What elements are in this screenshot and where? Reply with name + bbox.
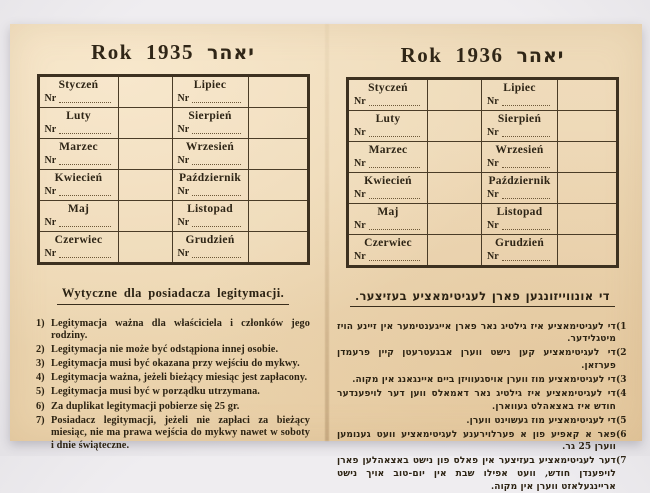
- guidelines-list-polish: [36, 318, 310, 453]
- nr-label: Nr: [354, 221, 366, 231]
- month-name: Kwiecień: [40, 170, 118, 185]
- stamp-cell: [428, 235, 482, 267]
- month-name: Luty: [40, 108, 118, 123]
- item-number: (5: [616, 415, 630, 428]
- nr-label: Nr: [487, 97, 499, 107]
- nr-dotted-line: [59, 155, 110, 165]
- stamp-cell: [248, 201, 308, 232]
- nr-row: [349, 126, 427, 141]
- stamp-cell: [248, 76, 308, 108]
- stamp-cell: [118, 76, 172, 108]
- month-name: Lipiec: [173, 77, 248, 92]
- month-cell: [38, 76, 118, 108]
- page-1935: [10, 24, 326, 441]
- stamp-cell: [558, 235, 618, 267]
- nr-dotted-line: [502, 251, 550, 261]
- nr-row: [40, 92, 118, 107]
- year-label-hebrew: יאהר: [207, 42, 255, 64]
- stamp-cell: [118, 170, 172, 201]
- nr-label: Nr: [45, 125, 57, 135]
- month-cell: [38, 139, 118, 170]
- nr-dotted-line: [369, 158, 420, 168]
- list-item: [337, 388, 630, 413]
- table-row: [38, 76, 308, 108]
- stamp-cell: [558, 111, 618, 142]
- nr-row: [482, 219, 557, 234]
- table-row: [38, 108, 308, 139]
- table-row: [348, 235, 618, 267]
- month-cell: [38, 170, 118, 201]
- month-cell: [38, 201, 118, 232]
- nr-dotted-line: [59, 217, 110, 227]
- month-name: Sierpień: [482, 111, 557, 126]
- nr-label: Nr: [354, 159, 366, 169]
- table-row: [38, 232, 308, 264]
- list-item: [36, 401, 310, 414]
- nr-row: [40, 123, 118, 138]
- table-row: [348, 204, 618, 235]
- month-name: Październik: [173, 170, 248, 185]
- stamp-cell: [558, 79, 618, 111]
- nr-dotted-line: [369, 189, 420, 199]
- month-table-1936: [346, 77, 619, 268]
- table-row: [348, 173, 618, 204]
- list-item: [337, 374, 630, 387]
- item-text: Za duplikat legitymacji pobierze się 25 gr.: [51, 401, 310, 414]
- item-text: די לעגיטימאציע קען נישט ווערן אבגעטרעטן קיין פרעמדן פערזאן.: [337, 347, 616, 372]
- nr-dotted-line: [502, 158, 550, 168]
- month-name: Grudzień: [482, 235, 557, 250]
- guidelines-header-wrap-pl: [36, 284, 310, 305]
- list-item: [36, 344, 310, 357]
- month-cell: [348, 111, 428, 142]
- nr-dotted-line: [369, 220, 420, 230]
- item-number: (1: [616, 321, 630, 346]
- month-cell: [172, 139, 248, 170]
- item-number: (4: [616, 388, 630, 413]
- nr-dotted-line: [502, 96, 550, 106]
- month-name: Marzec: [40, 139, 118, 154]
- nr-dotted-line: [502, 220, 550, 230]
- item-text: די לעגיטימאציע איז גילטיג נאר פארן אייגענטימער אין זיינע הויז מיטגלידער.: [337, 321, 616, 346]
- item-number: (6: [616, 429, 630, 454]
- nr-dotted-line: [369, 96, 420, 106]
- nr-dotted-line: [59, 124, 110, 134]
- item-number: (3: [616, 374, 630, 387]
- month-cell: [348, 235, 428, 267]
- stamp-cell: [558, 142, 618, 173]
- item-text: Legitymacja musi być w porządku utrzymana.: [51, 386, 310, 399]
- nr-label: Nr: [178, 125, 190, 135]
- nr-row: [482, 126, 557, 141]
- month-name: Wrzesień: [482, 142, 557, 157]
- nr-dotted-line: [192, 93, 240, 103]
- item-number: 2): [36, 344, 51, 357]
- table-row: [348, 111, 618, 142]
- month-cell: [172, 232, 248, 264]
- year-title-1936: [335, 43, 630, 68]
- month-name: Maj: [40, 201, 118, 216]
- nr-row: [349, 250, 427, 265]
- nr-label: Nr: [487, 128, 499, 138]
- stamp-cell: [428, 79, 482, 111]
- nr-dotted-line: [192, 217, 240, 227]
- month-name: Luty: [349, 111, 427, 126]
- month-name: Czerwiec: [40, 232, 118, 247]
- month-table-1935: [37, 74, 310, 265]
- nr-row: [482, 157, 557, 172]
- nr-row: [173, 154, 248, 169]
- nr-row: [173, 123, 248, 138]
- nr-dotted-line: [369, 251, 420, 261]
- nr-dotted-line: [192, 155, 240, 165]
- nr-label: Nr: [487, 252, 499, 262]
- list-item: [36, 386, 310, 399]
- year-label-hebrew: יאהר: [516, 45, 564, 67]
- nr-label: Nr: [354, 190, 366, 200]
- stamp-cell: [428, 111, 482, 142]
- stamp-cell: [428, 204, 482, 235]
- month-name: Kwiecień: [349, 173, 427, 188]
- guidelines-header-wrap-yi: [335, 287, 630, 307]
- stamp-cell: [248, 170, 308, 201]
- year-label-latin: Rok: [401, 43, 443, 68]
- item-text: די לעגיטימאציע מוז געשוינט ווערן.: [337, 415, 616, 428]
- stamp-cell: [428, 173, 482, 204]
- stamp-cell: [118, 201, 172, 232]
- month-name: Listopad: [173, 201, 248, 216]
- item-text: Legitymacja ważna dla właściciela i członków jego rodziny.: [51, 318, 310, 343]
- nr-label: Nr: [354, 252, 366, 262]
- nr-row: [173, 185, 248, 200]
- month-cell: [482, 235, 558, 267]
- month-name: Wrzesień: [173, 139, 248, 154]
- nr-label: Nr: [178, 249, 190, 259]
- nr-row: [40, 216, 118, 231]
- item-number: 3): [36, 358, 51, 371]
- month-name: Sierpień: [173, 108, 248, 123]
- nr-row: [349, 219, 427, 234]
- stamp-cell: [428, 142, 482, 173]
- table-row: [348, 142, 618, 173]
- list-item: [36, 318, 310, 343]
- nr-row: [349, 188, 427, 203]
- item-number: 6): [36, 401, 51, 414]
- month-cell: [482, 204, 558, 235]
- nr-row: [173, 216, 248, 231]
- list-item: [337, 321, 630, 346]
- nr-row: [40, 185, 118, 200]
- guidelines-list-yiddish: [335, 321, 630, 493]
- month-name: Listopad: [482, 204, 557, 219]
- month-cell: [482, 142, 558, 173]
- month-cell: [348, 142, 428, 173]
- nr-row: [40, 247, 118, 262]
- stamp-cell: [558, 204, 618, 235]
- item-number: 1): [36, 318, 51, 343]
- month-name: Grudzień: [173, 232, 248, 247]
- nr-label: Nr: [487, 221, 499, 231]
- month-cell: [482, 111, 558, 142]
- nr-row: [349, 95, 427, 110]
- item-text: די לעגיטימאציע מוז ווערן אויסגעוויזן ביים איינגאנג אין מקוה.: [337, 374, 616, 387]
- nr-dotted-line: [502, 189, 550, 199]
- nr-row: [482, 250, 557, 265]
- item-text: דער לעגיטימאציע בעזיצער אין פאלס פון נישט באצאהלען פארן לויפענדן חודש, וועט אפילו שבת אין יום-טוב אויך נישט אריינגעלאזט ווערן אין מקוה.: [337, 455, 616, 493]
- month-name: Maj: [349, 204, 427, 219]
- nr-row: [349, 157, 427, 172]
- month-cell: [172, 201, 248, 232]
- guidelines-title-yiddish: די אונווייזונגען פארן לעגיטימאציע בעזיצער.: [350, 289, 615, 307]
- nr-label: Nr: [45, 156, 57, 166]
- nr-label: Nr: [45, 218, 57, 228]
- list-item: [337, 415, 630, 428]
- year-value: 1935: [146, 40, 194, 65]
- nr-row: [173, 92, 248, 107]
- item-number: (2: [616, 347, 630, 372]
- item-text: Legitymacja ważna, jeżeli bieżący miesiąc jest zapłacony.: [51, 372, 310, 385]
- nr-dotted-line: [369, 127, 420, 137]
- month-name: Czerwiec: [349, 235, 427, 250]
- month-cell: [38, 108, 118, 139]
- item-text: Posiadacz legitymacji, jeżeli nie zapłaci za bieżący miesiąc, nie ma prawa wejścia do mykwy nawet w soboty i dnie świąteczne.: [51, 415, 310, 453]
- nr-label: Nr: [354, 128, 366, 138]
- table-row: [38, 139, 308, 170]
- month-name: Lipiec: [482, 80, 557, 95]
- list-item: [337, 455, 630, 493]
- table-row: [38, 201, 308, 232]
- nr-dotted-line: [192, 124, 240, 134]
- month-cell: [38, 232, 118, 264]
- nr-label: Nr: [45, 94, 57, 104]
- list-item: [337, 347, 630, 372]
- nr-row: [173, 247, 248, 262]
- nr-dotted-line: [59, 248, 110, 258]
- nr-label: Nr: [45, 187, 57, 197]
- item-number: 7): [36, 415, 51, 453]
- nr-row: [482, 188, 557, 203]
- item-text: Legitymacja nie może być odstąpiona innej osobie.: [51, 344, 310, 357]
- year-title-1935: [36, 40, 310, 65]
- year-value: 1936: [455, 43, 503, 68]
- month-name: Styczeń: [349, 80, 427, 95]
- year-label-latin: Rok: [91, 40, 133, 65]
- list-item: [36, 372, 310, 385]
- nr-label: Nr: [487, 159, 499, 169]
- item-number: 5): [36, 386, 51, 399]
- month-name: Styczeń: [40, 77, 118, 92]
- guidelines-title-polish: Wytyczne dla posiadacza legitymacji.: [57, 286, 289, 305]
- item-text: Legitymacja musi być okazana przy wejściu do mykwy.: [51, 358, 310, 371]
- nr-dotted-line: [502, 127, 550, 137]
- nr-dotted-line: [59, 186, 110, 196]
- item-number: 4): [36, 372, 51, 385]
- month-cell: [482, 173, 558, 204]
- nr-label: Nr: [178, 218, 190, 228]
- stamp-cell: [118, 232, 172, 264]
- nr-label: Nr: [45, 249, 57, 259]
- stamp-cell: [558, 173, 618, 204]
- month-cell: [348, 79, 428, 111]
- nr-row: [40, 154, 118, 169]
- month-name: Marzec: [349, 142, 427, 157]
- stamp-cell: [118, 108, 172, 139]
- month-cell: [348, 173, 428, 204]
- month-cell: [348, 204, 428, 235]
- nr-label: Nr: [178, 94, 190, 104]
- nr-label: Nr: [487, 190, 499, 200]
- item-number: (7: [616, 455, 630, 493]
- month-cell: [172, 76, 248, 108]
- nr-label: Nr: [178, 187, 190, 197]
- list-item: [36, 415, 310, 453]
- list-item: [36, 358, 310, 371]
- stamp-cell: [118, 139, 172, 170]
- stamp-cell: [248, 108, 308, 139]
- item-text: די לעגיטימאציע איז גילטיג נאר דאמאלס ווען דער לויפענדער חודש איז באצאהלט געווארן.: [337, 388, 616, 413]
- list-item: [337, 429, 630, 454]
- month-name: Październik: [482, 173, 557, 188]
- nr-dotted-line: [192, 248, 240, 258]
- membership-card-paper: [10, 24, 642, 441]
- month-cell: [172, 108, 248, 139]
- page-1936: [326, 24, 642, 441]
- stamp-cell: [248, 139, 308, 170]
- item-text: פאר א קאפיע פון א פערלוירענע לעגיטימאציע וועט גענומען ווערן 25 גר.: [337, 429, 616, 454]
- month-cell: [482, 79, 558, 111]
- table-row: [348, 79, 618, 111]
- stamp-cell: [248, 232, 308, 264]
- month-cell: [172, 170, 248, 201]
- table-row: [38, 170, 308, 201]
- nr-row: [482, 95, 557, 110]
- nr-dotted-line: [59, 93, 110, 103]
- nr-dotted-line: [192, 186, 240, 196]
- nr-label: Nr: [354, 97, 366, 107]
- nr-label: Nr: [178, 156, 190, 166]
